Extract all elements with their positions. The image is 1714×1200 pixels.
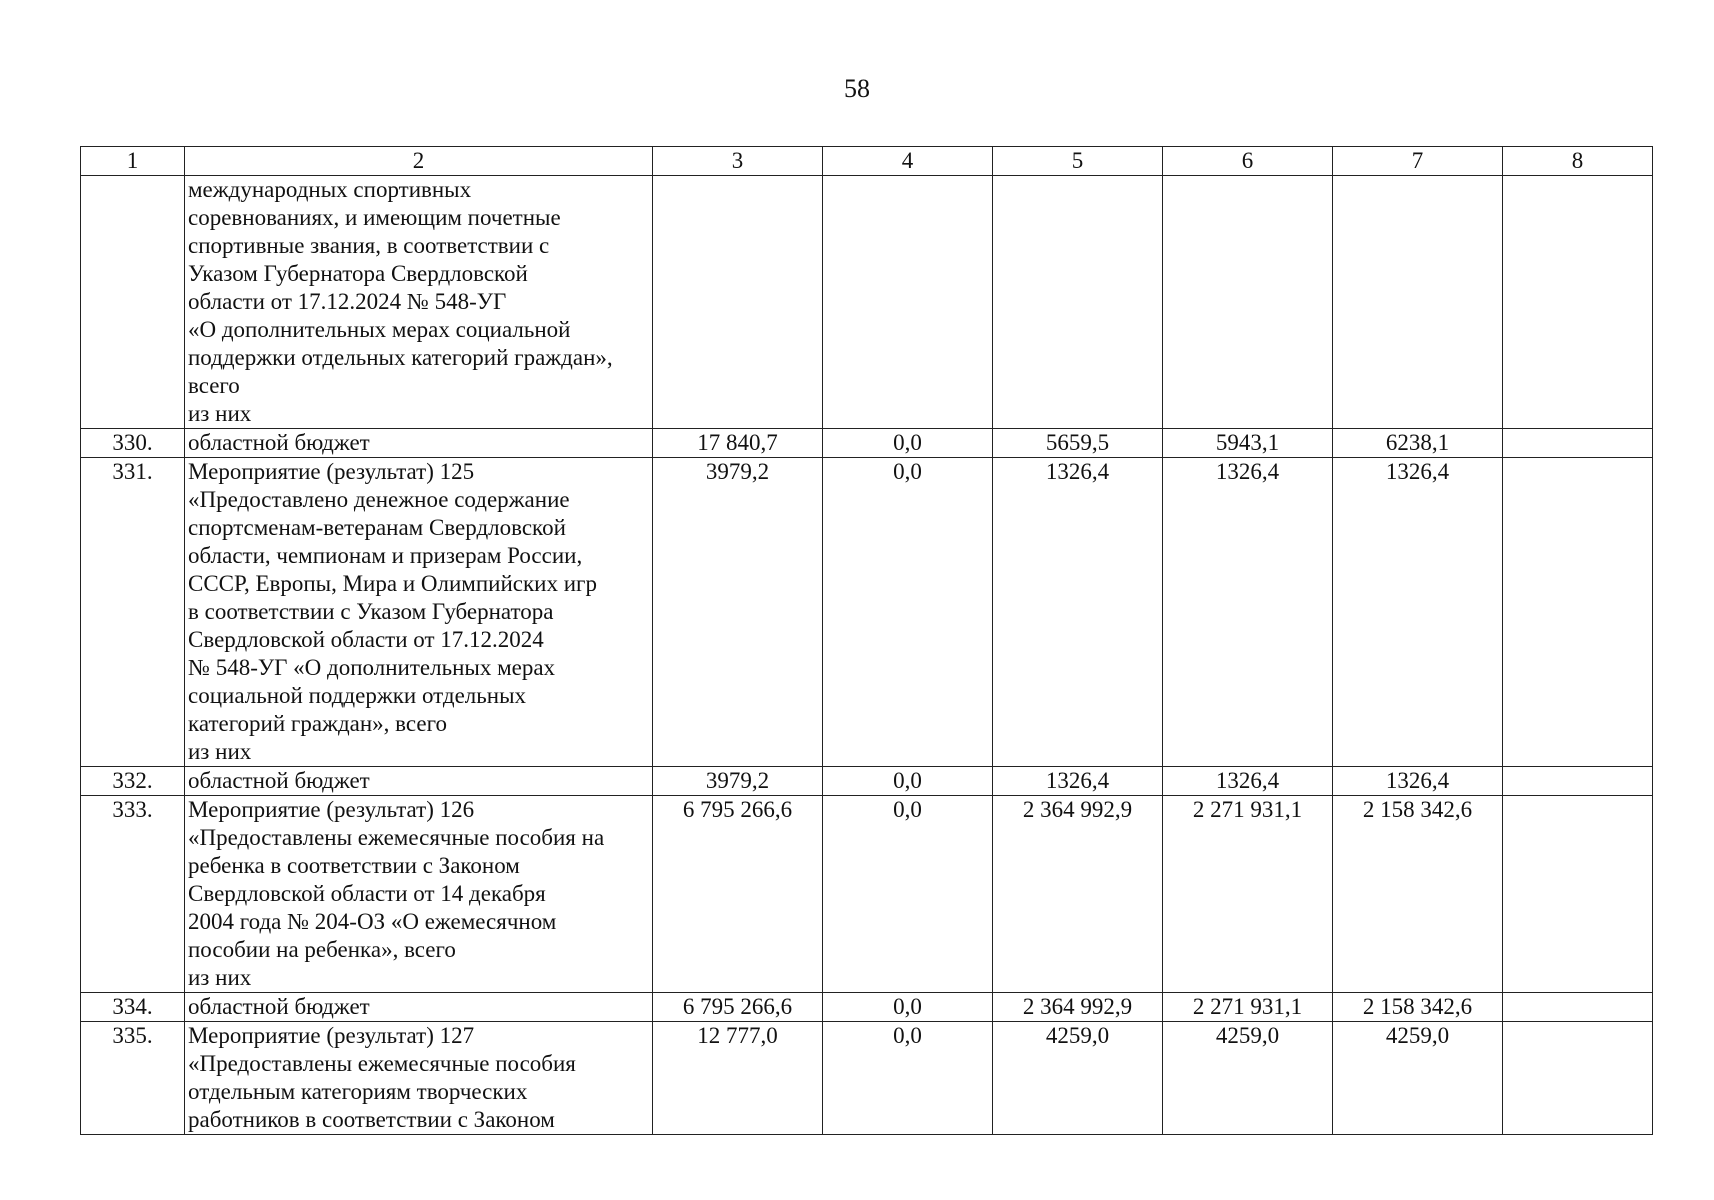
column-header: 1 (81, 147, 185, 176)
value-cell-c5: 1326,4 (993, 458, 1163, 767)
table-row (81, 429, 1653, 458)
value-cell-c7: 6238,1 (1333, 429, 1503, 458)
value-cell-c6 (1163, 176, 1333, 429)
value-cell-c3: 6 795 266,6 (653, 993, 823, 1022)
description-line: «Предоставлено денежное содержание (188, 487, 570, 512)
row-number: 332. (81, 767, 185, 796)
table-row (81, 993, 1653, 1022)
value-cell-c3: 12 777,0 (653, 1022, 823, 1135)
value-cell-c4: 0,0 (823, 429, 993, 458)
value-cell-c7: 1326,4 (1333, 458, 1503, 767)
row-description (185, 429, 653, 458)
value-cell-c5 (993, 176, 1163, 429)
value-cell-c8 (1503, 458, 1653, 767)
value-cell-c7: 1326,4 (1333, 767, 1503, 796)
value-cell-c6: 5943,1 (1163, 429, 1333, 458)
row-number: 334. (81, 993, 185, 1022)
value-cell-c6: 1326,4 (1163, 767, 1333, 796)
description-line: социальной поддержки отдельных (188, 683, 527, 708)
value-cell-c3: 3979,2 (653, 767, 823, 796)
column-header: 5 (993, 147, 1163, 176)
description-line: области, чемпионам и призерам России, (188, 543, 583, 568)
value-cell-c5: 2 364 992,9 (993, 993, 1163, 1022)
value-cell-c6: 2 271 931,1 (1163, 796, 1333, 993)
description-line: работников в соответствии с Законом (188, 1107, 555, 1132)
description-line: области от 17.12.2024 № 548-УГ (188, 289, 507, 314)
table-row (81, 176, 1653, 429)
value-cell-c4: 0,0 (823, 767, 993, 796)
description-line: международных спортивных (188, 177, 472, 202)
column-header: 3 (653, 147, 823, 176)
description-line: областной бюджет (188, 430, 370, 455)
value-cell-c5: 4259,0 (993, 1022, 1163, 1135)
row-number: 335. (81, 1022, 185, 1135)
value-cell-c6: 4259,0 (1163, 1022, 1333, 1135)
value-cell-c8 (1503, 1022, 1653, 1135)
value-cell-c3: 6 795 266,6 (653, 796, 823, 993)
value-cell-c3: 3979,2 (653, 458, 823, 767)
row-description (185, 993, 653, 1022)
value-cell-c7 (1333, 176, 1503, 429)
table-row (81, 458, 1653, 767)
row-number: 330. (81, 429, 185, 458)
description-line: всего (188, 373, 240, 398)
description-line: из них (188, 965, 252, 990)
description-line: пособии на ребенка», всего (188, 937, 456, 962)
value-cell-c7: 4259,0 (1333, 1022, 1503, 1135)
value-cell-c8 (1503, 796, 1653, 993)
description-line: «О дополнительных мерах социальной (188, 317, 571, 342)
description-line: № 548-УГ «О дополнительных мерах (188, 655, 556, 680)
row-number (81, 176, 185, 429)
description-line: соревнованиях, и имеющим почетные (188, 205, 561, 230)
description-line: категорий граждан», всего (188, 711, 447, 736)
description-line: СССР, Европы, Мира и Олимпийских игр (188, 571, 597, 596)
row-description (185, 796, 653, 993)
description-line: областной бюджет (188, 768, 370, 793)
value-cell-c7: 2 158 342,6 (1333, 796, 1503, 993)
page-number: 58 (844, 74, 870, 103)
value-cell-c8 (1503, 176, 1653, 429)
column-header: 6 (1163, 147, 1333, 176)
description-line: спортсменам-ветеранам Свердловской (188, 515, 566, 540)
row-number: 331. (81, 458, 185, 767)
description-line: Мероприятие (результат) 125 (188, 459, 475, 484)
value-cell-c4: 0,0 (823, 993, 993, 1022)
row-description (185, 458, 653, 767)
value-cell-c8 (1503, 429, 1653, 458)
description-line: спортивные звания, в соответствии с (188, 233, 550, 258)
value-cell-c3 (653, 176, 823, 429)
row-number: 333. (81, 796, 185, 993)
value-cell-c6: 2 271 931,1 (1163, 993, 1333, 1022)
row-description (185, 767, 653, 796)
description-line: в соответствии с Указом Губернатора (188, 599, 554, 624)
value-cell-c4: 0,0 (823, 796, 993, 993)
description-line: из них (188, 739, 252, 764)
description-line: поддержки отдельных категорий граждан», (188, 345, 613, 370)
description-line: «Предоставлены ежемесячные пособия (188, 1051, 576, 1076)
row-description (185, 1022, 653, 1135)
description-line: Указом Губернатора Свердловской (188, 261, 528, 286)
description-line: из них (188, 401, 252, 426)
value-cell-c5: 1326,4 (993, 767, 1163, 796)
description-line: «Предоставлены ежемесячные пособия на (188, 825, 605, 850)
value-cell-c4: 0,0 (823, 458, 993, 767)
value-cell-c8 (1503, 767, 1653, 796)
description-line: отдельным категориям творческих (188, 1079, 528, 1104)
description-line: Мероприятие (результат) 126 (188, 797, 475, 822)
column-header: 8 (1503, 147, 1653, 176)
value-cell-c4 (823, 176, 993, 429)
table-row (81, 1022, 1653, 1135)
value-cell-c6: 1326,4 (1163, 458, 1333, 767)
description-line: Мероприятие (результат) 127 (188, 1023, 475, 1048)
description-line: ребенка в соответствии с Законом (188, 853, 520, 878)
column-header: 4 (823, 147, 993, 176)
value-cell-c8 (1503, 993, 1653, 1022)
description-line: областной бюджет (188, 994, 370, 1019)
column-header: 7 (1333, 147, 1503, 176)
value-cell-c5: 5659,5 (993, 429, 1163, 458)
table-row (81, 796, 1653, 993)
budget-table (80, 146, 1653, 1135)
table-header-row (81, 147, 1653, 176)
row-description (185, 176, 653, 429)
value-cell-c3: 17 840,7 (653, 429, 823, 458)
value-cell-c5: 2 364 992,9 (993, 796, 1163, 993)
column-header: 2 (185, 147, 653, 176)
description-line: Свердловской области от 14 декабря (188, 881, 546, 906)
value-cell-c7: 2 158 342,6 (1333, 993, 1503, 1022)
description-line: Свердловской области от 17.12.2024 (188, 627, 544, 652)
table-row (81, 767, 1653, 796)
description-line: 2004 года № 204-ОЗ «О ежемесячном (188, 909, 557, 934)
value-cell-c4: 0,0 (823, 1022, 993, 1135)
